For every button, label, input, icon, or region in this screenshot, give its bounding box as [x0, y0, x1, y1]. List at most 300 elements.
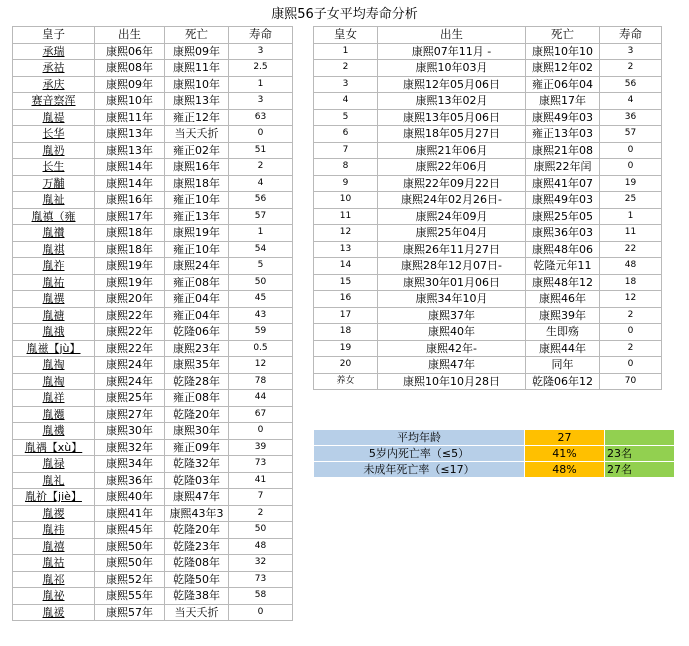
lifespan-cell[interactable]: 44 — [229, 390, 293, 407]
death-cell[interactable]: 康熙10年 — [165, 76, 229, 93]
son-name-cell[interactable]: 胤禔 — [13, 109, 95, 126]
birth-cell[interactable]: 康熙13年02月 — [378, 93, 526, 110]
table-row — [13, 307, 293, 324]
birth-cell[interactable]: 康熙19年 — [95, 258, 165, 275]
death-cell[interactable]: 康熙30年 — [165, 423, 229, 440]
death-cell[interactable]: 康熙43年3 — [165, 505, 229, 522]
table-row — [314, 76, 662, 93]
lifespan-cell[interactable]: 0.5 — [229, 340, 293, 357]
birth-cell[interactable]: 康熙07年11月 - — [378, 43, 526, 60]
death-cell[interactable]: 康熙44年 — [526, 340, 600, 357]
death-cell[interactable]: 乾隆38年 — [165, 588, 229, 605]
birth-cell[interactable]: 康熙45年 — [95, 522, 165, 539]
birth-cell[interactable]: 康熙28年12月07日- — [378, 258, 526, 275]
table-row — [314, 291, 662, 308]
table-row — [314, 241, 662, 258]
table-row — [13, 489, 293, 506]
table-row — [13, 291, 293, 308]
death-cell[interactable]: 雍正08年 — [165, 390, 229, 407]
birth-cell[interactable]: 康熙27年 — [95, 406, 165, 423]
birth-cell[interactable]: 康熙37年 — [378, 307, 526, 324]
son-name-cell[interactable]: 长生 — [13, 159, 95, 176]
death-cell[interactable]: 当天夭折 — [165, 604, 229, 621]
birth-cell[interactable]: 康熙40年 — [95, 489, 165, 506]
lifespan-cell[interactable]: 3 — [600, 43, 662, 60]
son-name-cell[interactable]: 万黼 — [13, 175, 95, 192]
daughter-index-cell[interactable]: 1 — [314, 43, 378, 60]
lifespan-cell[interactable]: 19 — [600, 175, 662, 192]
death-cell[interactable]: 康熙35年 — [165, 357, 229, 374]
son-name-cell[interactable]: 胤祐 — [13, 274, 95, 291]
daughter-index-cell[interactable]: 8 — [314, 159, 378, 176]
birth-cell[interactable]: 康熙47年 — [378, 357, 526, 374]
lifespan-cell[interactable]: 0 — [600, 159, 662, 176]
lifespan-cell[interactable]: 78 — [229, 373, 293, 390]
table-row — [13, 522, 293, 539]
birth-cell[interactable]: 康熙50年 — [95, 538, 165, 555]
birth-cell[interactable]: 康熙10年10月28日 — [378, 373, 526, 390]
summary-row — [314, 462, 675, 478]
birth-cell[interactable]: 康熙24年02月26日- — [378, 192, 526, 209]
sons-header-row — [13, 27, 293, 44]
death-cell[interactable]: 乾隆元年11 — [526, 258, 600, 275]
daughter-index-cell[interactable]: 16 — [314, 291, 378, 308]
birth-cell[interactable]: 康熙24年 — [95, 373, 165, 390]
death-cell[interactable]: 康熙24年 — [165, 258, 229, 275]
table-row — [13, 357, 293, 374]
birth-cell[interactable]: 康熙19年 — [95, 274, 165, 291]
summary-label[interactable]: 5岁内死亡率（≤5） — [314, 446, 525, 462]
table-row — [13, 324, 293, 341]
daughter-index-cell[interactable]: 6 — [314, 126, 378, 143]
son-name-cell[interactable]: 胤祕 — [13, 588, 95, 605]
birth-cell[interactable]: 康熙41年 — [95, 505, 165, 522]
daughter-index-cell[interactable]: 4 — [314, 93, 378, 110]
daughter-index-cell[interactable]: 19 — [314, 340, 378, 357]
birth-cell[interactable]: 康熙30年01月06日 — [378, 274, 526, 291]
death-cell[interactable]: 雍正12年 — [165, 109, 229, 126]
lifespan-cell[interactable]: 39 — [229, 439, 293, 456]
summary-label[interactable]: 平均年龄 — [314, 430, 525, 446]
summary-value[interactable]: 27 — [525, 430, 605, 446]
death-cell[interactable]: 康熙21年08 — [526, 142, 600, 159]
table-row — [314, 340, 662, 357]
birth-cell[interactable]: 康熙13年 — [95, 142, 165, 159]
birth-cell[interactable]: 康熙20年 — [95, 291, 165, 308]
death-cell[interactable]: 康熙16年 — [165, 159, 229, 176]
son-name-cell[interactable]: 胤禄 — [13, 456, 95, 473]
birth-cell[interactable]: 康熙22年09月22日 — [378, 175, 526, 192]
lifespan-cell[interactable]: 5 — [229, 258, 293, 275]
death-cell[interactable]: 雍正02年 — [165, 142, 229, 159]
lifespan-cell[interactable]: 57 — [229, 208, 293, 225]
lifespan-cell[interactable]: 59 — [229, 324, 293, 341]
son-name-cell[interactable]: 胤礽 — [13, 142, 95, 159]
table-row — [314, 373, 662, 390]
lifespan-cell[interactable]: 2.5 — [229, 60, 293, 77]
son-name-cell[interactable]: 胤祎 — [13, 522, 95, 539]
table-row — [13, 538, 293, 555]
summary-value[interactable]: 41% — [525, 446, 605, 462]
death-cell[interactable]: 康熙49年03 — [526, 192, 600, 209]
death-cell[interactable]: 雍正08年 — [165, 274, 229, 291]
daughter-index-cell[interactable]: 13 — [314, 241, 378, 258]
birth-cell[interactable]: 康熙55年 — [95, 588, 165, 605]
table-row — [13, 142, 293, 159]
death-cell[interactable]: 康熙10年10 — [526, 43, 600, 60]
birth-cell[interactable]: 康熙32年 — [95, 439, 165, 456]
lifespan-cell[interactable]: 51 — [229, 142, 293, 159]
table-row — [13, 159, 293, 176]
son-name-cell[interactable]: 长华 — [13, 126, 95, 143]
daughter-index-cell[interactable]: 17 — [314, 307, 378, 324]
daughter-index-cell[interactable]: 3 — [314, 76, 378, 93]
death-cell[interactable]: 康熙25年05 — [526, 208, 600, 225]
lifespan-cell[interactable]: 12 — [229, 357, 293, 374]
birth-cell[interactable]: 康熙12年05月06日 — [378, 76, 526, 93]
death-cell[interactable]: 雍正04年 — [165, 291, 229, 308]
table-row — [13, 571, 293, 588]
daughter-index-cell[interactable]: 5 — [314, 109, 378, 126]
son-name-cell[interactable]: 胤禌【jù】 — [13, 340, 95, 357]
table-row — [13, 241, 293, 258]
lifespan-cell[interactable]: 4 — [600, 93, 662, 110]
son-name-cell[interactable]: 胤祥 — [13, 390, 95, 407]
table-row — [13, 93, 293, 110]
death-cell[interactable]: 康熙41年07 — [526, 175, 600, 192]
son-name-cell[interactable]: 胤祉 — [13, 192, 95, 209]
death-cell[interactable]: 乾隆20年 — [165, 406, 229, 423]
birth-cell[interactable]: 康熙22年06月 — [378, 159, 526, 176]
lifespan-cell[interactable]: 3 — [229, 93, 293, 110]
lifespan-cell[interactable]: 41 — [229, 472, 293, 489]
daughter-index-cell[interactable]: 12 — [314, 225, 378, 242]
son-name-cell[interactable]: 胤禩 — [13, 291, 95, 308]
lifespan-cell[interactable]: 50 — [229, 274, 293, 291]
lifespan-cell[interactable]: 1 — [229, 225, 293, 242]
son-name-cell[interactable]: 胤禝 — [13, 505, 95, 522]
lifespan-cell[interactable]: 45 — [229, 291, 293, 308]
son-name-cell[interactable]: 胤禟 — [13, 307, 95, 324]
death-cell[interactable]: 康熙23年 — [165, 340, 229, 357]
birth-cell[interactable]: 康熙52年 — [95, 571, 165, 588]
death-cell[interactable]: 乾隆20年 — [165, 522, 229, 539]
table-row — [13, 439, 293, 456]
table-row — [13, 60, 293, 77]
lifespan-cell[interactable]: 48 — [229, 538, 293, 555]
birth-cell[interactable]: 康熙24年 — [95, 357, 165, 374]
table-row — [13, 340, 293, 357]
death-cell[interactable]: 乾隆06年 — [165, 324, 229, 341]
death-cell[interactable]: 生即殇 — [526, 324, 600, 341]
table-row — [13, 192, 293, 209]
lifespan-cell[interactable]: 7 — [229, 489, 293, 506]
lifespan-cell[interactable]: 73 — [229, 456, 293, 473]
table-row — [13, 225, 293, 242]
birth-cell[interactable]: 康熙42年- — [378, 340, 526, 357]
birth-cell[interactable]: 康熙26年11月27日 — [378, 241, 526, 258]
death-cell[interactable]: 乾隆06年12 — [526, 373, 600, 390]
death-cell[interactable]: 雍正09年 — [165, 439, 229, 456]
son-name-cell[interactable]: 胤禶 — [13, 225, 95, 242]
death-cell[interactable]: 乾隆32年 — [165, 456, 229, 473]
table-row — [314, 43, 662, 60]
table-row — [13, 505, 293, 522]
lifespan-cell[interactable]: 0 — [229, 604, 293, 621]
table-row — [13, 456, 293, 473]
birth-cell[interactable]: 康熙14年 — [95, 159, 165, 176]
death-cell[interactable]: 康熙13年 — [165, 93, 229, 110]
death-cell[interactable]: 康熙36年03 — [526, 225, 600, 242]
table-row — [13, 208, 293, 225]
birth-cell[interactable]: 康熙36年 — [95, 472, 165, 489]
death-cell[interactable]: 乾隆03年 — [165, 472, 229, 489]
daughters-header-cell[interactable]: 出生 — [378, 27, 526, 44]
table-row — [13, 175, 293, 192]
birth-cell[interactable]: 康熙57年 — [95, 604, 165, 621]
lifespan-cell[interactable]: 0 — [229, 126, 293, 143]
son-name-cell[interactable]: 胤禑【xù】 — [13, 439, 95, 456]
birth-cell[interactable]: 康熙16年 — [95, 192, 165, 209]
death-cell[interactable]: 康熙22年闰 — [526, 159, 600, 176]
son-name-cell[interactable]: 胤礼 — [13, 472, 95, 489]
table-row — [13, 406, 293, 423]
birth-cell[interactable]: 康熙11年 — [95, 109, 165, 126]
table-row — [314, 307, 662, 324]
son-name-cell[interactable]: 胤禐 — [13, 604, 95, 621]
birth-cell[interactable]: 康熙06年 — [95, 43, 165, 60]
lifespan-cell[interactable]: 0 — [600, 324, 662, 341]
lifespan-cell[interactable]: 73 — [229, 571, 293, 588]
daughters-header-row — [314, 27, 662, 44]
birth-cell[interactable]: 康熙22年 — [95, 307, 165, 324]
birth-cell[interactable]: 康熙14年 — [95, 175, 165, 192]
lifespan-cell[interactable]: 2 — [600, 340, 662, 357]
birth-cell[interactable]: 康熙18年05月27日 — [378, 126, 526, 143]
son-name-cell[interactable]: 胤䄉 — [13, 324, 95, 341]
lifespan-cell[interactable]: 2 — [600, 60, 662, 77]
lifespan-cell[interactable]: 11 — [600, 225, 662, 242]
death-cell[interactable]: 当天夭折 — [165, 126, 229, 143]
daughters-header-cell[interactable]: 寿命 — [600, 27, 662, 44]
lifespan-cell[interactable]: 32 — [229, 555, 293, 572]
table-row — [13, 76, 293, 93]
birth-cell[interactable]: 康熙10年03月 — [378, 60, 526, 77]
death-cell[interactable]: 康熙11年 — [165, 60, 229, 77]
daughter-index-cell[interactable]: 2 — [314, 60, 378, 77]
lifespan-cell[interactable]: 18 — [600, 274, 662, 291]
table-row — [314, 175, 662, 192]
son-name-cell[interactable]: 胤祚 — [13, 258, 95, 275]
death-cell[interactable]: 乾隆50年 — [165, 571, 229, 588]
daughter-index-cell[interactable]: 10 — [314, 192, 378, 209]
daughters-table — [313, 26, 662, 390]
lifespan-cell[interactable]: 2 — [600, 307, 662, 324]
death-cell[interactable]: 康熙12年02 — [526, 60, 600, 77]
lifespan-cell[interactable]: 1 — [600, 208, 662, 225]
lifespan-cell[interactable]: 54 — [229, 241, 293, 258]
birth-cell[interactable]: 康熙22年 — [95, 324, 165, 341]
table-row — [13, 588, 293, 605]
table-row — [13, 109, 293, 126]
daughters-header-cell[interactable]: 皇女 — [314, 27, 378, 44]
table-row — [314, 109, 662, 126]
lifespan-cell[interactable]: 50 — [229, 522, 293, 539]
death-cell[interactable]: 康熙17年 — [526, 93, 600, 110]
birth-cell[interactable]: 康熙24年09月 — [378, 208, 526, 225]
son-name-cell[interactable]: 胤禵 — [13, 406, 95, 423]
lifespan-cell[interactable]: 57 — [600, 126, 662, 143]
death-cell[interactable]: 康熙47年 — [165, 489, 229, 506]
death-cell[interactable]: 康熙18年 — [165, 175, 229, 192]
son-name-cell[interactable]: 承庆 — [13, 76, 95, 93]
son-name-cell[interactable]: 胤祜 — [13, 555, 95, 572]
daughter-index-cell[interactable]: 20 — [314, 357, 378, 374]
death-cell[interactable]: 康熙19年 — [165, 225, 229, 242]
summary-table — [313, 429, 675, 478]
lifespan-cell[interactable]: 0 — [600, 357, 662, 374]
lifespan-cell[interactable]: 67 — [229, 406, 293, 423]
death-cell[interactable]: 康熙39年 — [526, 307, 600, 324]
daughter-index-cell[interactable]: 15 — [314, 274, 378, 291]
death-cell[interactable]: 乾隆08年 — [165, 555, 229, 572]
table-row — [314, 208, 662, 225]
death-cell[interactable]: 雍正06年04 — [526, 76, 600, 93]
death-cell[interactable]: 康熙46年 — [526, 291, 600, 308]
death-cell[interactable]: 康熙49年03 — [526, 109, 600, 126]
birth-cell[interactable]: 康熙22年 — [95, 340, 165, 357]
sons-header-cell[interactable]: 出生 — [95, 27, 165, 44]
daughters-header-cell[interactable]: 死亡 — [526, 27, 600, 44]
daughter-index-cell[interactable]: 养女 — [314, 373, 378, 390]
sons-header-cell[interactable]: 寿命 — [229, 27, 293, 44]
lifespan-cell[interactable]: 36 — [600, 109, 662, 126]
lifespan-cell[interactable]: 43 — [229, 307, 293, 324]
daughter-index-cell[interactable]: 7 — [314, 142, 378, 159]
summary-value[interactable]: 48% — [525, 462, 605, 478]
lifespan-cell[interactable]: 3 — [229, 43, 293, 60]
death-cell[interactable]: 乾隆23年 — [165, 538, 229, 555]
summary-rank[interactable]: 23名 — [605, 446, 675, 462]
table-row — [314, 60, 662, 77]
summary-row — [314, 446, 675, 462]
daughter-index-cell[interactable]: 14 — [314, 258, 378, 275]
birth-cell[interactable]: 康熙10年 — [95, 93, 165, 110]
summary-rank[interactable] — [605, 430, 675, 446]
birth-cell[interactable]: 康熙13年05月06日 — [378, 109, 526, 126]
summary-label[interactable]: 未成年死亡率（≤17） — [314, 462, 525, 478]
table-row — [13, 604, 293, 621]
table-row — [314, 274, 662, 291]
table-row — [314, 93, 662, 110]
table-row — [13, 423, 293, 440]
table-row — [314, 142, 662, 159]
lifespan-cell[interactable]: 63 — [229, 109, 293, 126]
lifespan-cell[interactable]: 4 — [229, 175, 293, 192]
son-name-cell[interactable]: 胤禧 — [13, 538, 95, 555]
son-name-cell[interactable]: 承祜 — [13, 60, 95, 77]
sons-table — [12, 26, 293, 621]
lifespan-cell[interactable]: 2 — [229, 505, 293, 522]
birth-cell[interactable]: 康熙17年 — [95, 208, 165, 225]
lifespan-cell[interactable]: 22 — [600, 241, 662, 258]
table-row — [13, 373, 293, 390]
table-row — [314, 324, 662, 341]
birth-cell[interactable]: 康熙18年 — [95, 225, 165, 242]
death-cell[interactable]: 雍正13年 — [165, 208, 229, 225]
sheet-title: 康熙56子女平均寿命分析 — [271, 7, 418, 22]
birth-cell[interactable]: 康熙25年 — [95, 390, 165, 407]
death-cell[interactable]: 雍正13年03 — [526, 126, 600, 143]
lifespan-cell[interactable]: 2 — [229, 159, 293, 176]
birth-cell[interactable]: 康熙30年 — [95, 423, 165, 440]
birth-cell[interactable]: 康熙13年 — [95, 126, 165, 143]
son-name-cell[interactable]: 胤祄【jiè】 — [13, 489, 95, 506]
birth-cell[interactable]: 康熙40年 — [378, 324, 526, 341]
son-name-cell[interactable]: 胤禨 — [13, 423, 95, 440]
birth-cell[interactable]: 康熙34年10月 — [378, 291, 526, 308]
lifespan-cell[interactable]: 0 — [600, 142, 662, 159]
birth-cell[interactable]: 康熙50年 — [95, 555, 165, 572]
lifespan-cell[interactable]: 48 — [600, 258, 662, 275]
birth-cell[interactable]: 康熙21年06月 — [378, 142, 526, 159]
sons-header-cell[interactable]: 死亡 — [165, 27, 229, 44]
death-cell[interactable]: 康熙09年 — [165, 43, 229, 60]
table-row — [314, 258, 662, 275]
table-row — [13, 555, 293, 572]
sons-header-cell[interactable]: 皇子 — [13, 27, 95, 44]
table-row — [314, 357, 662, 374]
death-cell[interactable]: 康熙48年12 — [526, 274, 600, 291]
lifespan-cell[interactable]: 58 — [229, 588, 293, 605]
son-name-cell[interactable]: 胤祹 — [13, 373, 95, 390]
son-name-cell[interactable]: 胤祁 — [13, 571, 95, 588]
daughter-index-cell[interactable]: 18 — [314, 324, 378, 341]
table-row — [314, 159, 662, 176]
son-name-cell[interactable]: 胤祺 — [13, 241, 95, 258]
son-name-cell[interactable]: 胤祹 — [13, 357, 95, 374]
birth-cell[interactable]: 康熙34年 — [95, 456, 165, 473]
son-name-cell[interactable]: 赛音察浑 — [13, 93, 95, 110]
son-name-cell[interactable]: 承瑞 — [13, 43, 95, 60]
birth-cell[interactable]: 康熙25年04月 — [378, 225, 526, 242]
lifespan-cell[interactable]: 12 — [600, 291, 662, 308]
lifespan-cell[interactable]: 0 — [229, 423, 293, 440]
daughter-index-cell[interactable]: 9 — [314, 175, 378, 192]
lifespan-cell[interactable]: 1 — [229, 76, 293, 93]
death-cell[interactable]: 同年 — [526, 357, 600, 374]
death-cell[interactable]: 乾隆28年 — [165, 373, 229, 390]
death-cell[interactable]: 雍正10年 — [165, 241, 229, 258]
table-row — [314, 225, 662, 242]
death-cell[interactable]: 雍正10年 — [165, 192, 229, 209]
birth-cell[interactable]: 康熙18年 — [95, 241, 165, 258]
lifespan-cell[interactable]: 70 — [600, 373, 662, 390]
lifespan-cell[interactable]: 56 — [229, 192, 293, 209]
daughter-index-cell[interactable]: 11 — [314, 208, 378, 225]
table-row — [314, 126, 662, 143]
death-cell[interactable]: 雍正04年 — [165, 307, 229, 324]
table-row — [13, 126, 293, 143]
birth-cell[interactable]: 康熙08年 — [95, 60, 165, 77]
lifespan-cell[interactable]: 56 — [600, 76, 662, 93]
birth-cell[interactable]: 康熙09年 — [95, 76, 165, 93]
lifespan-cell[interactable]: 25 — [600, 192, 662, 209]
death-cell[interactable]: 康熙48年06 — [526, 241, 600, 258]
son-name-cell[interactable]: 胤禛（雍 — [13, 208, 95, 225]
table-row — [13, 390, 293, 407]
summary-rank[interactable]: 27名 — [605, 462, 675, 478]
